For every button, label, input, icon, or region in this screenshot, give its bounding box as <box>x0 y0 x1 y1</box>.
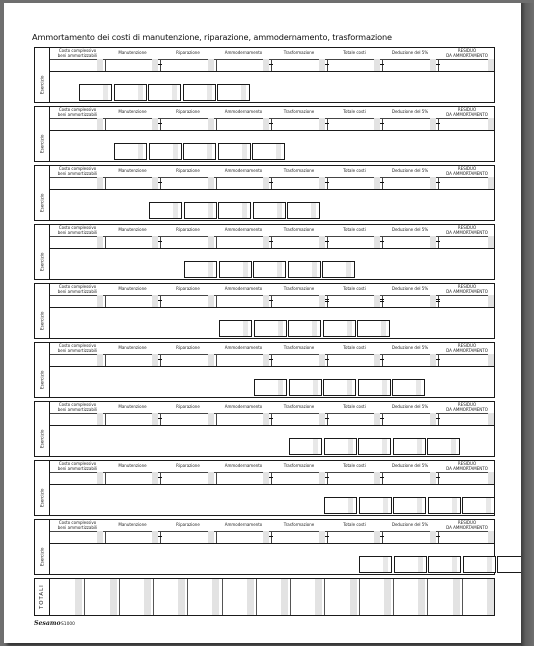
value-cell[interactable] <box>271 295 327 307</box>
column-header: Ammodernamento <box>224 463 263 469</box>
column-header: Ammodernamento <box>224 109 263 115</box>
value-cell[interactable] <box>50 177 105 189</box>
value-cell[interactable] <box>438 354 496 366</box>
value-cell[interactable] <box>327 177 382 189</box>
value-cell[interactable] <box>271 118 327 130</box>
value-cell[interactable] <box>438 118 496 130</box>
separator-mark <box>158 536 162 537</box>
column-header: RESIDUO DA AMMORTAMENTO <box>446 461 488 471</box>
value-cell[interactable] <box>271 236 327 248</box>
value-row <box>50 177 494 190</box>
year-box[interactable] <box>79 84 112 101</box>
year-box[interactable] <box>428 556 461 573</box>
year-box[interactable] <box>217 84 250 101</box>
column-header: Totale costi <box>343 404 366 410</box>
exercise-label: Esercizio <box>39 311 45 330</box>
column-header: RESIDUO DA AMMORTAMENTO <box>446 520 488 530</box>
exercise-block <box>34 283 495 339</box>
value-cell[interactable] <box>105 413 160 425</box>
total-cell[interactable] <box>359 579 393 615</box>
column-header: RESIDUO DA AMMORTAMENTO <box>446 284 488 294</box>
value-row <box>50 59 494 72</box>
year-box[interactable] <box>253 202 286 219</box>
separator-mark <box>269 300 273 301</box>
exercise-block <box>34 401 495 457</box>
exercise-block <box>34 47 495 103</box>
value-cell[interactable] <box>105 177 160 189</box>
column-header: Manutenzione <box>118 109 147 115</box>
totals-row <box>34 578 495 616</box>
year-box[interactable] <box>427 438 460 455</box>
column-header: Trasformazione <box>283 50 315 56</box>
column-header: Costo complessivo beni ammortizzabili <box>57 284 98 294</box>
column-header: Costo complessivo beni ammortizzabili <box>57 461 98 471</box>
exercise-side <box>35 343 50 397</box>
column-header: RESIDUO DA AMMORTAMENTO <box>446 343 488 353</box>
separator-mark <box>269 477 273 478</box>
exercise-side <box>35 107 50 161</box>
year-box[interactable] <box>114 143 147 160</box>
value-cell[interactable] <box>327 413 382 425</box>
separator-mark <box>380 123 384 124</box>
value-cell[interactable] <box>160 59 216 71</box>
exercise-side <box>35 48 50 102</box>
value-row <box>50 531 494 544</box>
year-box[interactable] <box>289 438 322 455</box>
value-cell[interactable] <box>50 59 105 71</box>
year-box[interactable] <box>462 497 495 514</box>
separator-mark <box>269 64 273 65</box>
form-page <box>4 3 521 643</box>
value-cell[interactable] <box>382 177 438 189</box>
value-row <box>50 118 494 131</box>
column-header: Manutenzione <box>118 286 147 292</box>
value-cell[interactable] <box>50 413 105 425</box>
total-cell[interactable] <box>187 579 221 615</box>
column-header: Riparazione <box>176 50 200 56</box>
year-box[interactable] <box>218 202 251 219</box>
total-cell[interactable] <box>256 579 290 615</box>
exercise-block <box>34 460 495 516</box>
separator-mark <box>158 418 162 419</box>
column-header: Trasformazione <box>283 404 315 410</box>
column-header: Ammodernamento <box>224 168 263 174</box>
value-cell[interactable] <box>327 354 382 366</box>
column-header: Manutenzione <box>118 522 147 528</box>
separator-mark <box>325 359 329 360</box>
exercise-label: Esercizio <box>39 370 45 389</box>
column-header: RESIDUO DA AMMORTAMENTO <box>446 402 488 412</box>
separator-mark <box>269 123 273 124</box>
column-header: Trasformazione <box>283 522 315 528</box>
value-cell[interactable] <box>105 295 160 307</box>
column-header: Riparazione <box>176 522 200 528</box>
exercise-side <box>35 402 50 456</box>
year-box[interactable] <box>254 320 287 337</box>
year-strip <box>324 497 497 514</box>
total-cell[interactable] <box>84 579 118 615</box>
year-box[interactable] <box>184 202 217 219</box>
column-header: Costo complessivo beni ammortizzabili <box>57 225 98 235</box>
value-row <box>50 472 494 485</box>
value-cell[interactable] <box>216 236 271 248</box>
separator-mark <box>380 477 384 478</box>
value-cell[interactable] <box>382 118 438 130</box>
column-header: Ammodernamento <box>224 522 263 528</box>
column-header: Manutenzione <box>118 50 147 56</box>
column-header: Deduzione del 5% <box>391 404 429 410</box>
value-cell[interactable] <box>160 177 216 189</box>
value-cell[interactable] <box>160 236 216 248</box>
column-header: Costo complessivo beni ammortizzabili <box>57 48 98 58</box>
column-header: Manutenzione <box>118 227 147 233</box>
column-header: Trasformazione <box>283 286 315 292</box>
column-header: Riparazione <box>176 109 200 115</box>
separator-mark <box>158 182 162 183</box>
separator-mark <box>158 477 162 478</box>
exercise-block <box>34 224 495 280</box>
value-cell[interactable] <box>105 472 160 484</box>
year-box[interactable] <box>357 320 390 337</box>
column-header: Trasformazione <box>283 109 315 115</box>
value-cell[interactable] <box>50 118 105 130</box>
exercise-side <box>35 284 50 338</box>
year-box[interactable] <box>254 379 287 396</box>
column-header: Deduzione del 5% <box>391 522 429 528</box>
column-header: Ammodernamento <box>224 227 263 233</box>
year-box[interactable] <box>324 497 357 514</box>
column-header: Costo complessivo beni ammortizzabili <box>57 520 98 530</box>
separator-mark <box>269 418 273 419</box>
total-cell[interactable] <box>222 579 256 615</box>
total-cell[interactable] <box>427 579 461 615</box>
exercise-label: Esercizio <box>39 134 45 153</box>
year-box[interactable] <box>289 379 322 396</box>
year-box[interactable] <box>392 379 425 396</box>
exercise-label: Esercizio <box>39 429 45 448</box>
column-header: RESIDUO DA AMMORTAMENTO <box>446 166 488 176</box>
separator-mark <box>380 241 384 242</box>
totals-side <box>35 579 50 615</box>
separator-mark <box>325 182 329 183</box>
column-header: RESIDUO DA AMMORTAMENTO <box>446 48 488 58</box>
separator-mark <box>158 359 162 360</box>
year-box[interactable] <box>148 84 181 101</box>
year-box[interactable] <box>288 320 321 337</box>
column-header: RESIDUO DA AMMORTAMENTO <box>446 107 488 117</box>
totals-label: TOTALI <box>39 584 45 609</box>
value-cell[interactable] <box>160 354 216 366</box>
year-box[interactable] <box>323 320 356 337</box>
separator-mark <box>158 123 162 124</box>
value-cell[interactable] <box>438 295 496 307</box>
value-row <box>50 354 494 367</box>
column-header: Manutenzione <box>118 404 147 410</box>
value-cell[interactable] <box>382 59 438 71</box>
separator-mark <box>158 300 162 301</box>
year-box[interactable] <box>394 556 427 573</box>
total-cell[interactable] <box>462 579 496 615</box>
separator-mark <box>325 123 329 124</box>
column-header: Deduzione del 5% <box>391 168 429 174</box>
value-cell[interactable] <box>216 413 271 425</box>
column-header: RESIDUO DA AMMORTAMENTO <box>446 225 488 235</box>
year-box[interactable] <box>428 497 461 514</box>
exercise-block <box>34 165 495 221</box>
column-header: Deduzione del 5% <box>391 227 429 233</box>
value-cell[interactable] <box>438 531 496 543</box>
value-cell[interactable] <box>105 59 160 71</box>
year-strip <box>219 320 392 337</box>
year-strip <box>254 379 427 396</box>
separator-mark <box>158 241 162 242</box>
exercise-block <box>34 342 495 398</box>
exercise-side <box>35 166 50 220</box>
value-cell[interactable] <box>438 413 496 425</box>
value-cell[interactable] <box>382 472 438 484</box>
year-strip <box>359 556 532 573</box>
exercise-label: Esercizio <box>39 193 45 212</box>
value-cell[interactable] <box>271 59 327 71</box>
column-header: Totale costi <box>343 522 366 528</box>
year-box[interactable] <box>183 143 216 160</box>
separator-mark <box>436 241 440 242</box>
value-cell[interactable] <box>327 59 382 71</box>
separator-mark <box>380 418 384 419</box>
column-header: Costo complessivo beni ammortizzabili <box>57 107 98 117</box>
value-cell[interactable] <box>382 295 438 307</box>
separator-mark <box>269 536 273 537</box>
value-cell[interactable] <box>327 472 382 484</box>
value-cell[interactable] <box>216 472 271 484</box>
column-header: Riparazione <box>176 286 200 292</box>
column-header: Totale costi <box>343 227 366 233</box>
value-cell[interactable] <box>216 59 271 71</box>
column-header: Trasformazione <box>283 345 315 351</box>
year-strip <box>149 202 322 219</box>
separator-mark <box>436 299 440 302</box>
exercise-label: Esercizio <box>39 252 45 271</box>
year-box[interactable] <box>359 497 392 514</box>
separator-mark <box>380 536 384 537</box>
separator-mark <box>436 536 440 537</box>
value-cell[interactable] <box>160 472 216 484</box>
column-header: Manutenzione <box>118 168 147 174</box>
year-strip <box>184 261 357 278</box>
column-header: Totale costi <box>343 168 366 174</box>
year-box[interactable] <box>358 438 391 455</box>
column-header: Totale costi <box>343 50 366 56</box>
column-header: Deduzione del 5% <box>391 50 429 56</box>
value-cell[interactable] <box>50 236 105 248</box>
column-header: Totale costi <box>343 109 366 115</box>
value-cell[interactable] <box>160 295 216 307</box>
value-cell[interactable] <box>105 354 160 366</box>
value-cell[interactable] <box>271 531 327 543</box>
column-header: Ammodernamento <box>224 50 263 56</box>
value-cell[interactable] <box>271 354 327 366</box>
page-shadow <box>521 3 534 646</box>
year-box[interactable] <box>359 556 392 573</box>
exercise-label: Esercizio <box>39 547 45 566</box>
year-box[interactable] <box>219 261 252 278</box>
separator-mark <box>436 182 440 183</box>
column-header: Totale costi <box>343 286 366 292</box>
separator-mark <box>436 418 440 419</box>
column-header: Riparazione <box>176 227 200 233</box>
separator-mark <box>158 64 162 65</box>
value-row <box>50 295 494 308</box>
value-cell[interactable] <box>327 236 382 248</box>
value-cell[interactable] <box>216 118 271 130</box>
column-header: Manutenzione <box>118 463 147 469</box>
value-row <box>50 413 494 426</box>
year-box[interactable] <box>114 84 147 101</box>
value-row <box>50 236 494 249</box>
value-cell[interactable] <box>160 413 216 425</box>
exercise-label: Esercizio <box>39 75 45 94</box>
total-cell[interactable] <box>393 579 427 615</box>
year-box[interactable] <box>288 261 321 278</box>
column-header: Ammodernamento <box>224 286 263 292</box>
separator-mark <box>380 359 384 360</box>
value-cell[interactable] <box>50 354 105 366</box>
exercise-block <box>34 106 495 162</box>
separator-mark <box>436 477 440 478</box>
year-box[interactable] <box>322 261 355 278</box>
column-header: Ammodernamento <box>224 404 263 410</box>
column-header: Deduzione del 5% <box>391 345 429 351</box>
value-cell[interactable] <box>271 413 327 425</box>
column-header: Manutenzione <box>118 345 147 351</box>
separator-mark <box>436 359 440 360</box>
brand-logo: Sesamo <box>34 620 61 627</box>
exercise-side <box>35 520 50 574</box>
value-cell[interactable] <box>105 118 160 130</box>
column-header: Deduzione del 5% <box>391 463 429 469</box>
value-cell[interactable] <box>438 59 496 71</box>
total-cell[interactable] <box>290 579 324 615</box>
exercise-label: Esercizio <box>39 488 45 507</box>
separator-mark <box>269 359 273 360</box>
value-cell[interactable] <box>50 295 105 307</box>
value-cell[interactable] <box>105 531 160 543</box>
column-header: Ammodernamento <box>224 345 263 351</box>
total-cell[interactable] <box>119 579 153 615</box>
column-header: Trasformazione <box>283 168 315 174</box>
separator-mark <box>380 64 384 65</box>
separator-mark <box>380 299 384 302</box>
year-box[interactable] <box>393 438 426 455</box>
year-box[interactable] <box>287 202 320 219</box>
column-header: Costo complessivo beni ammortizzabili <box>57 166 98 176</box>
separator-mark <box>436 64 440 65</box>
form-code: S1000 <box>61 621 75 627</box>
separator-mark <box>325 477 329 478</box>
column-header: Totale costi <box>343 463 366 469</box>
column-header: Totale costi <box>343 345 366 351</box>
total-cell[interactable] <box>324 579 358 615</box>
exercise-block <box>34 519 495 575</box>
separator-mark <box>325 299 329 302</box>
value-cell[interactable] <box>382 413 438 425</box>
separator-mark <box>269 241 273 242</box>
exercise-side <box>35 461 50 515</box>
value-cell[interactable] <box>382 236 438 248</box>
value-cell[interactable] <box>327 118 382 130</box>
total-cell[interactable] <box>50 579 84 615</box>
separator-mark <box>325 418 329 419</box>
year-box[interactable] <box>149 143 182 160</box>
value-cell[interactable] <box>271 177 327 189</box>
column-header: Deduzione del 5% <box>391 109 429 115</box>
year-box[interactable] <box>184 261 217 278</box>
value-cell[interactable] <box>438 236 496 248</box>
column-header: Trasformazione <box>283 227 315 233</box>
year-strip <box>289 438 462 455</box>
column-header: Deduzione del 5% <box>391 286 429 292</box>
year-box[interactable] <box>149 202 182 219</box>
value-cell[interactable] <box>160 531 216 543</box>
column-header: Trasformazione <box>283 463 315 469</box>
value-cell[interactable] <box>438 472 496 484</box>
separator-mark <box>269 182 273 183</box>
value-cell[interactable] <box>50 472 105 484</box>
value-cell[interactable] <box>438 177 496 189</box>
value-cell[interactable] <box>327 531 382 543</box>
value-cell[interactable] <box>105 236 160 248</box>
value-cell[interactable] <box>50 531 105 543</box>
year-box[interactable] <box>358 379 391 396</box>
year-box[interactable] <box>218 143 251 160</box>
column-header: Riparazione <box>176 463 200 469</box>
year-strip <box>114 143 287 160</box>
page-title: Ammortamento dei costi di manutenzione, riparazione, ammodernamento, trasformazione <box>32 32 392 42</box>
separator-mark <box>436 123 440 124</box>
value-cell[interactable] <box>271 472 327 484</box>
year-box[interactable] <box>183 84 216 101</box>
value-cell[interactable] <box>216 354 271 366</box>
year-box[interactable] <box>324 438 357 455</box>
year-box[interactable] <box>323 379 356 396</box>
total-cell[interactable] <box>153 579 187 615</box>
column-header: Riparazione <box>176 345 200 351</box>
value-cell[interactable] <box>216 531 271 543</box>
separator-mark <box>325 64 329 65</box>
separator-mark <box>380 182 384 183</box>
value-cell[interactable] <box>216 177 271 189</box>
value-cell[interactable] <box>382 354 438 366</box>
year-box[interactable] <box>252 143 285 160</box>
year-box[interactable] <box>219 320 252 337</box>
column-header: Riparazione <box>176 168 200 174</box>
value-cell[interactable] <box>216 295 271 307</box>
column-header: Riparazione <box>176 404 200 410</box>
value-cell[interactable] <box>160 118 216 130</box>
year-box[interactable] <box>253 261 286 278</box>
value-cell[interactable] <box>382 531 438 543</box>
exercise-side <box>35 225 50 279</box>
column-header: Costo complessivo beni ammortizzabili <box>57 343 98 353</box>
column-header: Costo complessivo beni ammortizzabili <box>57 402 98 412</box>
separator-mark <box>325 536 329 537</box>
year-box[interactable] <box>463 556 496 573</box>
separator-mark <box>325 241 329 242</box>
year-strip <box>79 84 252 101</box>
value-cell[interactable] <box>327 295 382 307</box>
year-box[interactable] <box>393 497 426 514</box>
